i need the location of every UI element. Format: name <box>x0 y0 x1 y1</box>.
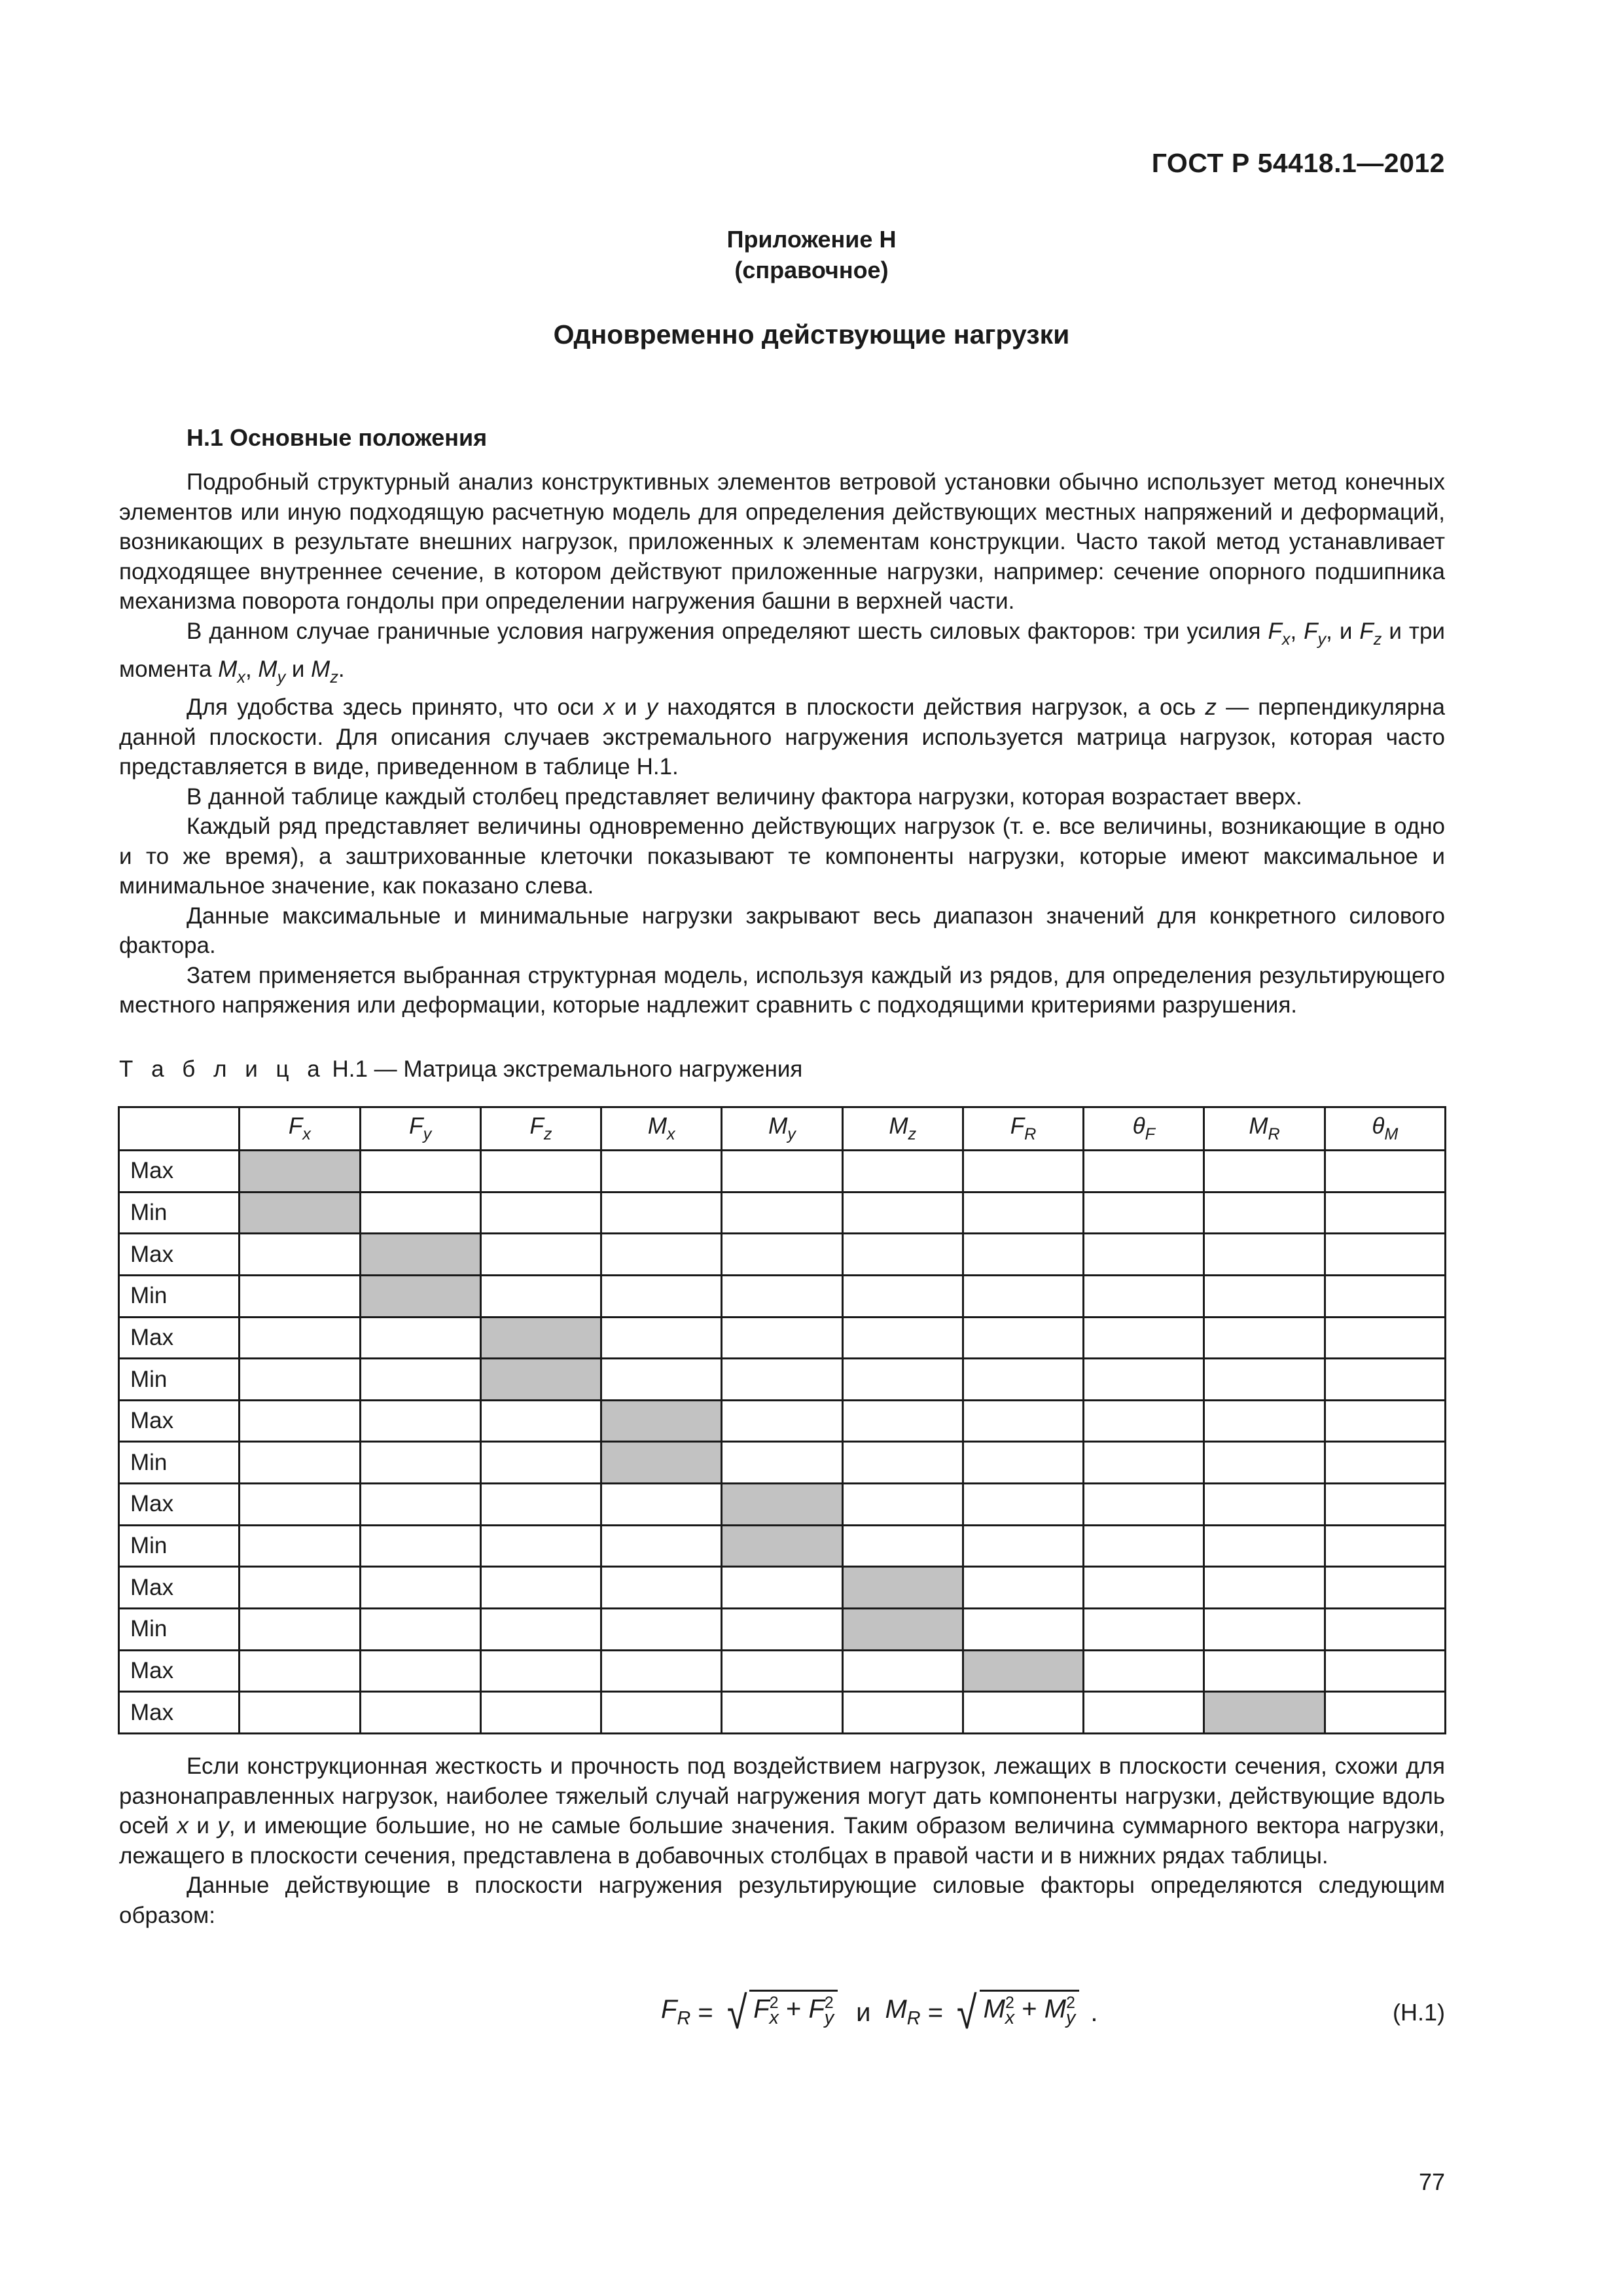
symbol-fz: $F_z$ <box>1359 618 1382 649</box>
table-header-cell: $M_x$ <box>601 1107 722 1151</box>
table-cell <box>601 1359 722 1401</box>
table-cell <box>722 1192 842 1234</box>
table-header-cell: $F_R$ <box>963 1107 1083 1151</box>
table-cell <box>1084 1525 1204 1567</box>
table-cell <box>601 1484 722 1526</box>
standard-header: ГОСТ Р 54418.1—2012 <box>1151 148 1445 178</box>
table-cell <box>1084 1442 1204 1484</box>
table-cell <box>240 1317 360 1359</box>
paragraph-4: В данной таблице каждый столбец представляет величину фактора нагрузки, которая возрастает вверх. <box>187 783 1302 810</box>
table-cell <box>842 1400 963 1442</box>
table-row <box>119 1317 1446 1359</box>
shaded-cell <box>480 1317 601 1359</box>
section-heading: Н.1 Основные положения <box>187 424 488 451</box>
table-cell <box>1084 1317 1204 1359</box>
table-cell <box>1204 1525 1325 1567</box>
table-cell <box>1084 1151 1204 1193</box>
table-cell <box>601 1317 722 1359</box>
paragraph-3-text: находятся в плоскости действия нагрузок, а ось <box>658 694 1205 721</box>
sqrt-fr <box>724 1987 838 2038</box>
table-cell <box>480 1275 601 1317</box>
table-header-cell: $\theta_F$ <box>1084 1107 1204 1151</box>
table-cell <box>240 1275 360 1317</box>
symbol-fx: $F_x$ <box>1268 618 1291 649</box>
radical-icon: √ <box>726 1987 747 2038</box>
paragraph-7: Затем применяется выбранная структурная модель, используя каждый из рядов, для определения результирующего местного напряжения или деформации, которые надлежит сравнить с подходящими критериями разрушения. <box>119 962 1445 1018</box>
table-row <box>119 1192 1446 1234</box>
table-cell <box>1204 1359 1325 1401</box>
table-row <box>119 1692 1446 1734</box>
row-label: Max <box>119 1484 240 1526</box>
table-cell <box>360 1151 480 1193</box>
table-cell <box>1204 1234 1325 1276</box>
table-row <box>119 1442 1446 1484</box>
paragraph-2 <box>119 617 1445 693</box>
table-cell <box>240 1692 360 1734</box>
table-row <box>119 1567 1446 1609</box>
table-cell <box>601 1650 722 1692</box>
table-cell <box>963 1692 1083 1734</box>
table-cell <box>1204 1192 1325 1234</box>
paragraph-8-text: Если конструкционная жесткость и прочность под воздействием нагрузок, лежащих в плоскости сечения, схожи для разнонаправленных нагрузок, наиболее тяжелый случай нагружения могут дать компоненты нагрузки, действующие вдоль осей <box>119 1753 1445 1839</box>
table-header-row <box>119 1107 1446 1151</box>
table-cell <box>1084 1400 1204 1442</box>
table-cell <box>360 1317 480 1359</box>
table-cell <box>722 1275 842 1317</box>
shaded-cell <box>842 1567 963 1609</box>
shaded-cell <box>601 1400 722 1442</box>
formula-number: (Н.1) <box>1393 1999 1445 2026</box>
table-cell <box>963 1275 1083 1317</box>
row-label: Min <box>119 1359 240 1401</box>
table-cell <box>1204 1484 1325 1526</box>
table-cell <box>842 1359 963 1401</box>
table-cell <box>240 1650 360 1692</box>
table-cell <box>963 1609 1083 1651</box>
shaded-cell <box>480 1359 601 1401</box>
appendix-subtitle: (справочное) <box>734 257 889 283</box>
table-cell <box>360 1192 480 1234</box>
table-cell <box>1084 1484 1204 1526</box>
table-row <box>119 1359 1446 1401</box>
equals-sign: = <box>920 1998 951 2027</box>
axis-x: x <box>177 1813 188 1839</box>
shaded-cell <box>842 1609 963 1651</box>
table-cell <box>1204 1609 1325 1651</box>
table-cell <box>240 1567 360 1609</box>
table-cell <box>722 1609 842 1651</box>
paragraph-3-text: Для удобства здесь принято, что оси <box>187 694 604 721</box>
table-cell <box>1204 1650 1325 1692</box>
table-cell <box>601 1234 722 1276</box>
table-cell <box>240 1234 360 1276</box>
radicand-mr: $M^2_x + M^2_y$ <box>980 1990 1080 2036</box>
table-cell <box>240 1400 360 1442</box>
table-row <box>119 1484 1446 1526</box>
table-cell <box>601 1567 722 1609</box>
radicand-fr: $F^2_x + F^2_y$ <box>749 1990 838 2036</box>
table-header-cell: $F_y$ <box>360 1107 480 1151</box>
row-label: Max <box>119 1692 240 1734</box>
row-label: Max <box>119 1400 240 1442</box>
table-cell <box>360 1567 480 1609</box>
body-text-bottom <box>119 1751 1445 1930</box>
table-cell <box>842 1484 963 1526</box>
table-cell <box>601 1525 722 1567</box>
load-matrix-table <box>118 1106 1446 1734</box>
table-cell <box>601 1609 722 1651</box>
row-label: Max <box>119 1234 240 1276</box>
table-cell <box>480 1484 601 1526</box>
table-cell <box>842 1192 963 1234</box>
row-label: Min <box>119 1609 240 1651</box>
table-cell <box>480 1525 601 1567</box>
shaded-cell <box>1204 1692 1325 1734</box>
table-cell <box>842 1442 963 1484</box>
table-cell <box>722 1359 842 1401</box>
table-cell <box>601 1192 722 1234</box>
shaded-cell <box>722 1525 842 1567</box>
appendix-title: Приложение Н <box>726 226 897 253</box>
symbol-fy: $F_y$ <box>1304 618 1327 649</box>
table-cell <box>1204 1151 1325 1193</box>
table-cell <box>963 1317 1083 1359</box>
table-cell <box>1084 1692 1204 1734</box>
row-label: Max <box>119 1567 240 1609</box>
table-cell <box>963 1525 1083 1567</box>
table-header-cell: $F_x$ <box>240 1107 360 1151</box>
formula-conjunction: и <box>856 1998 871 2027</box>
table-cell <box>480 1192 601 1234</box>
table-cell <box>963 1192 1083 1234</box>
paragraph-5: Каждый ряд представляет величины одновременно действующих нагрузок (т. е. все величины, возникающие в одно и то же время), а заштрихованные клеточки показывают те компоненты нагрузки, которые имеют максимальное и минимальное значение, как показано слева. <box>119 814 1445 899</box>
table-cell <box>1325 1650 1445 1692</box>
paragraph-1: Подробный структурный анализ конструктивных элементов ветровой установки обычно использует метод конечных элементов или иную подходящую расчетную модель для определения действующих местных напряжений и деформаций, возникающих в результате внешних нагрузок, приложенных к элементам конструкции. Часто такой метод устанавливает подходящее внутреннее сечение, в котором действуют приложенные нагрузки, например: сечение опорного подшипника механизма поворота гондолы при определении нагружения башни в верхней части. <box>119 469 1445 614</box>
table-cell <box>1084 1609 1204 1651</box>
paragraph-6: Данные максимальные и минимальные нагрузки закрывают весь диапазон значений для конкретного силового фактора. <box>119 903 1445 959</box>
row-label: Max <box>119 1317 240 1359</box>
table-cell <box>1325 1234 1445 1276</box>
table-cell <box>1325 1484 1445 1526</box>
row-label: Max <box>119 1151 240 1193</box>
sqrt-mr <box>954 1987 1079 2038</box>
table-cell <box>1084 1650 1204 1692</box>
row-label: Max <box>119 1650 240 1692</box>
table-header-cell: $F_z$ <box>480 1107 601 1151</box>
paragraph-3 <box>119 692 1445 782</box>
paragraph-2-text: и три момента <box>119 618 1445 682</box>
table-cell <box>722 1692 842 1734</box>
row-label: Min <box>119 1442 240 1484</box>
radical-icon: √ <box>957 1987 977 2038</box>
shaded-cell <box>360 1234 480 1276</box>
table-cell <box>1084 1359 1204 1401</box>
row-label: Min <box>119 1192 240 1234</box>
table-cell <box>480 1609 601 1651</box>
shaded-cell <box>601 1442 722 1484</box>
table-cell <box>1084 1192 1204 1234</box>
table-cell <box>1325 1400 1445 1442</box>
separator: и <box>615 694 647 721</box>
table-row <box>119 1234 1446 1276</box>
table-cell <box>240 1359 360 1401</box>
table-cell <box>1325 1692 1445 1734</box>
table-cell <box>1325 1151 1445 1193</box>
table-cell <box>360 1442 480 1484</box>
document-title: Одновременно действующие нагрузки <box>553 319 1070 350</box>
table-cell <box>1325 1609 1445 1651</box>
symbol-mx: $M_x$ <box>218 656 245 687</box>
symbol-mz: $M_z$ <box>311 656 338 687</box>
axis-z: z <box>1205 694 1217 721</box>
shaded-cell <box>240 1192 360 1234</box>
separator: , <box>245 656 259 682</box>
table-cell <box>1084 1567 1204 1609</box>
table-cell <box>722 1442 842 1484</box>
row-label: Min <box>119 1525 240 1567</box>
table-cell <box>601 1692 722 1734</box>
table-caption <box>119 1056 802 1083</box>
table-cell <box>1204 1567 1325 1609</box>
table-cell <box>1204 1442 1325 1484</box>
table-cell <box>360 1650 480 1692</box>
symbol-my: $M_y$ <box>258 656 286 687</box>
table-cell <box>1325 1317 1445 1359</box>
shaded-cell <box>240 1151 360 1193</box>
table-cell <box>360 1609 480 1651</box>
table-cell <box>360 1359 480 1401</box>
table-header-cell: $M_y$ <box>722 1107 842 1151</box>
table-cell <box>240 1525 360 1567</box>
table-cell <box>842 1151 963 1193</box>
table-cell <box>963 1151 1083 1193</box>
table-body <box>119 1151 1446 1734</box>
table-cell <box>963 1567 1083 1609</box>
shaded-cell <box>722 1484 842 1526</box>
table-row <box>119 1650 1446 1692</box>
axis-x: x <box>603 694 615 721</box>
table-cell <box>842 1275 963 1317</box>
separator: , и <box>1326 618 1360 644</box>
table-cell <box>722 1650 842 1692</box>
table-cell <box>360 1484 480 1526</box>
table-cell <box>240 1609 360 1651</box>
table-row <box>119 1275 1446 1317</box>
separator: . <box>338 656 345 682</box>
table-cell <box>480 1234 601 1276</box>
table-header-cell: $\theta_M$ <box>1325 1107 1445 1151</box>
table-cell <box>1204 1317 1325 1359</box>
table-cell <box>1325 1359 1445 1401</box>
table-cell <box>480 1400 601 1442</box>
page-number: 77 <box>1418 2168 1445 2195</box>
formula-mr: $M_R$ <box>885 1995 921 2030</box>
table-header-cell: $M_z$ <box>842 1107 963 1151</box>
table-cell <box>722 1151 842 1193</box>
table-cell <box>1325 1525 1445 1567</box>
table-cell <box>1084 1234 1204 1276</box>
paragraph-8-text: , и имеющие большие, но не самые большие значения. Таким образом величина суммарного вектора нагрузки, лежащего в плоскости сечения, представлена в добавочных столбцах в правой части и в нижних рядах таблицы. <box>119 1813 1445 1869</box>
table-header-corner <box>119 1107 240 1151</box>
table-cell <box>722 1400 842 1442</box>
table-cell <box>842 1234 963 1276</box>
table-cell <box>963 1234 1083 1276</box>
table-cell <box>722 1317 842 1359</box>
table-cell <box>360 1692 480 1734</box>
table-cell <box>480 1151 601 1193</box>
table-row <box>119 1151 1446 1193</box>
paragraph-9: Данные действующие в плоскости нагружения результирующие силовые факторы определяются следующим образом: <box>119 1873 1445 1928</box>
table-cell <box>1204 1275 1325 1317</box>
formula-end: . <box>1083 1998 1098 2027</box>
table-cell <box>842 1317 963 1359</box>
shaded-cell <box>360 1275 480 1317</box>
table-cell <box>963 1359 1083 1401</box>
formula-fr: $F_R$ <box>661 1995 691 2030</box>
table-cell <box>1084 1275 1204 1317</box>
table-cell <box>240 1442 360 1484</box>
separator: и <box>285 656 312 682</box>
table-cell <box>601 1275 722 1317</box>
paragraph-8 <box>119 1751 1445 1871</box>
table-cell <box>722 1234 842 1276</box>
table-cell <box>1325 1192 1445 1234</box>
equals-sign: = <box>690 1998 721 2027</box>
table-cell <box>842 1650 963 1692</box>
paragraph-3-text: — перпендикулярна данной плоскости. Для описания случаев экстремального нагружения используется матрица нагрузок, которая часто представляется в виде, приведенном в таблице Н.1. <box>119 694 1445 780</box>
table-cell <box>601 1151 722 1193</box>
table-cell <box>480 1650 601 1692</box>
separator: , <box>1290 618 1304 644</box>
table-cell <box>1325 1567 1445 1609</box>
table-cell <box>480 1692 601 1734</box>
table-row <box>119 1525 1446 1567</box>
table-header-cell: $M_R$ <box>1204 1107 1325 1151</box>
table-caption-prefix: Т а б л и ц а <box>119 1056 326 1082</box>
paragraph-2-text: В данном случае граничные условия нагружения определяют шесть силовых факторов: три усилия <box>187 618 1268 644</box>
table-row <box>119 1400 1446 1442</box>
axis-y: y <box>217 1813 229 1839</box>
table-cell <box>842 1525 963 1567</box>
separator: и <box>188 1813 218 1839</box>
shaded-cell <box>963 1650 1083 1692</box>
table-cell <box>1325 1442 1445 1484</box>
table-cell <box>842 1692 963 1734</box>
table-cell <box>1325 1275 1445 1317</box>
axis-y: y <box>646 694 658 721</box>
table-cell <box>722 1567 842 1609</box>
table-caption-text: Н.1 — Матрица экстремального нагружения <box>325 1056 803 1082</box>
table-cell <box>1204 1400 1325 1442</box>
table-cell <box>480 1567 601 1609</box>
table-cell <box>480 1442 601 1484</box>
table-row <box>119 1609 1446 1651</box>
formula-h1 <box>661 1987 1098 2038</box>
row-label: Min <box>119 1275 240 1317</box>
body-text-top <box>119 467 1445 1020</box>
table-cell <box>963 1442 1083 1484</box>
table-cell <box>360 1400 480 1442</box>
table-cell <box>360 1525 480 1567</box>
table-cell <box>240 1484 360 1526</box>
table-cell <box>963 1484 1083 1526</box>
table-cell <box>963 1400 1083 1442</box>
